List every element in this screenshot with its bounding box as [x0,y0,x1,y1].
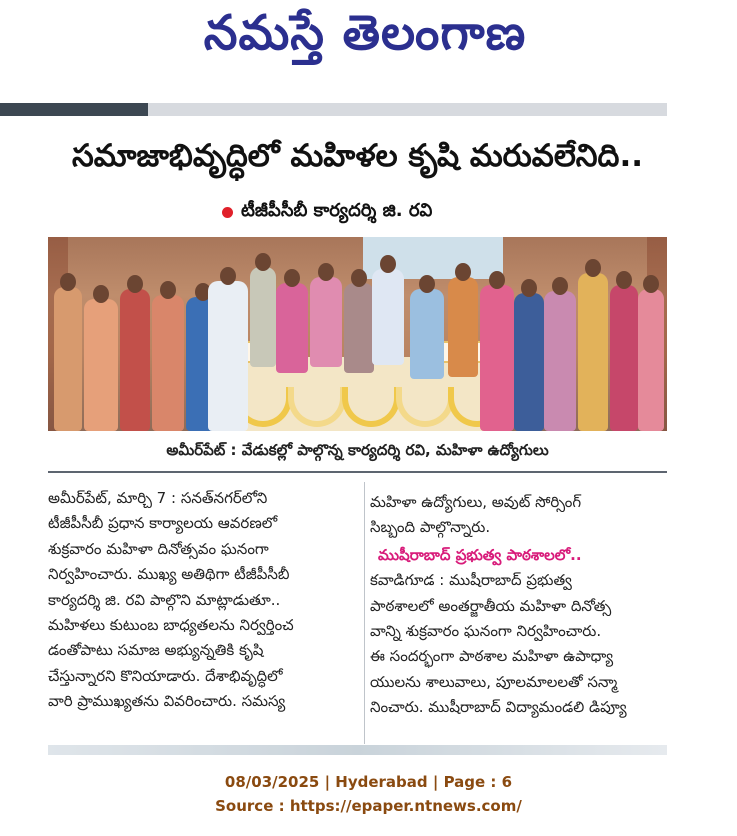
article-byline [222,198,432,226]
article-line: యులను శాలువాలు, పూలమాలలతో సన్మా [370,672,618,691]
article-line: వారి ప్రాముఖ్యతను వివరించారు. సమస్య [48,692,286,711]
article-line: కార్యదర్శి జి. రవి పాల్గొని మాట్లాడుతూ.. [48,590,281,609]
article-line: సిబ్బంది పాల్గొన్నారు. [370,518,491,537]
article-line: పాఠశాలలో అంతర్జాతీయ మహిళా దినోత్స [370,596,612,615]
article-line: నిర్వహించారు. ముఖ్య అతిథిగా టీజీపీసీబీ [48,565,290,584]
article-line: శుక్రవారం మహిళా దినోత్సవం ఘనంగా [48,539,269,558]
header-rule-dark [0,103,148,116]
article-line: వాన్ని శుక్రవారం ఘనంగా నిర్వహించారు. [370,622,602,641]
source-link[interactable]: Source : https://epaper.ntnews.com/ [215,797,522,815]
byline-text: టీజీపీసీబీ కార్యదర్శి జి. రవి [241,199,433,221]
edition-info: 08/03/2025 | Hyderabad | Page : 6 [224,773,513,791]
red-bullet-icon [222,207,233,218]
section-heading: ముషీరాబాద్ ప్రభుత్వ పాఠశాలలో.. [378,545,582,564]
article-line: టీజీపీసీబీ ప్రధాన కార్యాలయ ఆవరణలో [48,514,278,533]
article-line: డంతోపాటు సమాజ అభ్యున్నతికి కృషి [48,641,264,660]
article-line: మహిళలు కుటుంబ బాధ్యతలను నిర్వర్తించ [48,616,294,635]
newspaper-masthead: నమస్తే తెలంగాణ [203,5,527,61]
photo-caption: అమీర్‌పేట్ : వేడుకల్లో పాల్గొన్న కార్యదర్శి రవి, మహిళా ఉద్యోగులు [48,433,667,473]
next-photo-edge [48,745,667,755]
header-rule-light [148,103,667,116]
article-right-column [370,490,667,721]
article-line: కవాడిగూడ : ముషీరాబాద్ ప్రభుత్వ [370,571,572,590]
article-line: నించారు. ముషీరాబాద్ విద్యామండలి డిప్యూ [370,698,627,717]
article-line: అమీర్‌పేట్, మార్చి 7 : సనత్‌నగర్‌లోని [48,489,268,507]
article-line: చేస్తున్నారని కొనియాడారు. దేశాభివృద్ధిలో [48,666,283,685]
column-divider [364,482,365,744]
article-line: మహిళా ఉద్యోగులు, అవుట్ సోర్సింగ్ [370,493,582,511]
event-photo [48,237,667,431]
article-left-column [48,486,360,715]
article-line: ఈ సందర్భంగా పాఠశాల మహిళా ఉపాధ్యా [370,647,614,666]
article-headline: సమాజాభివృద్ధిలో మహిళల కృషి మరువలేనిది.. [72,137,643,174]
